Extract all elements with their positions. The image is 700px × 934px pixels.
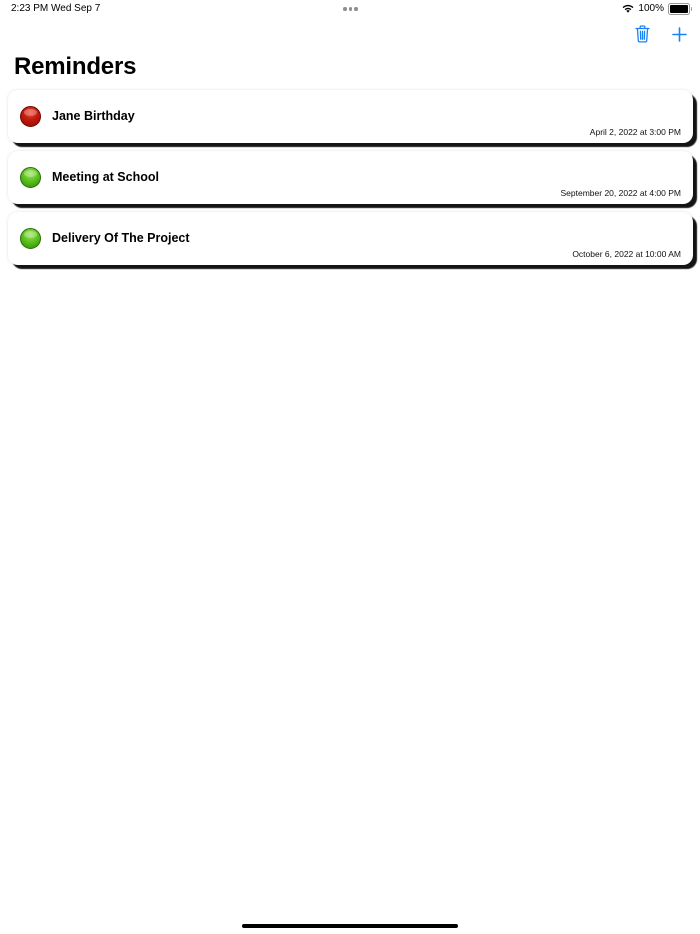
plus-icon [672,27,687,42]
status-indicator-icon [20,228,41,249]
reminder-date: April 2, 2022 at 3:00 PM [589,127,681,137]
status-bar [0,0,700,18]
status-indicators [622,2,690,15]
reminder-date: September 20, 2022 at 4:00 PM [560,188,681,198]
reminder-list [8,90,693,273]
wifi-icon [622,4,634,13]
page-title: Reminders [14,53,137,80]
battery-icon [668,3,690,15]
status-date: Wed Sep 7 [51,3,101,14]
trash-icon [635,25,650,43]
battery-percentage: 100% [638,3,664,14]
status-indicator-icon [20,167,41,188]
multitasking-dots-icon[interactable] [343,7,358,11]
reminder-title: Meeting at School [52,170,159,184]
add-button[interactable] [667,22,691,46]
reminder-item[interactable] [8,90,693,143]
reminder-date: October 6, 2022 at 10:00 AM [572,249,681,259]
reminder-title: Jane Birthday [52,109,135,123]
home-indicator[interactable] [242,924,458,928]
reminder-title: Delivery Of The Project [52,231,190,245]
reminder-item[interactable] [8,212,693,265]
trash-button[interactable] [630,22,654,46]
status-time: 2:23 PM [11,3,49,14]
reminder-item[interactable] [8,151,693,204]
status-indicator-icon [20,106,41,127]
